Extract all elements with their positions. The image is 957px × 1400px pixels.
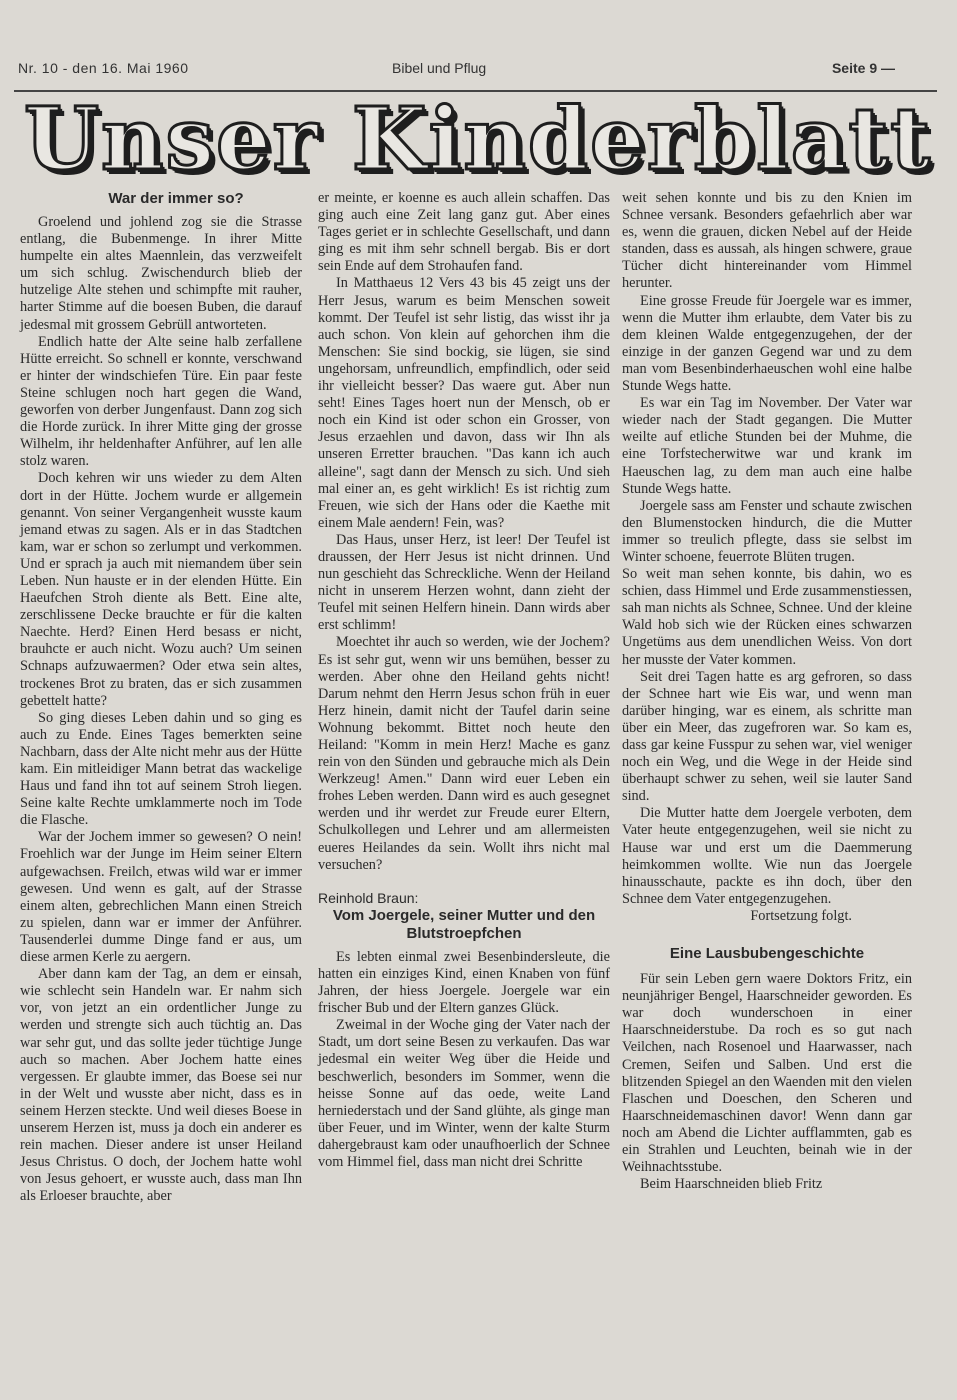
paragraph: Zweimal in der Woche ging der Vater nach der Stadt, um dort seine Besen zu verkaufen. Das war jedesmal ein weiter Weg über die Heide und beschwerlich, besonders im Sommer, wenn die heisse Sonne auf das oede, weite Land herniederstach und der Sand glühte, als ginge man über Feuer, und im Winter, wenn der kalte Sturm dahergebraust kam oder unaufhoerlich der Schnee vom Himmel fiel, dass man nicht drei Schritte [318, 1017, 610, 1170]
paragraph: Für sein Leben gern waere Doktors Fritz, ein neunjähriger Bengel, Haarschneider geworden. Es war doch wunderschoen in einer Haarschneiderstube. Da roch es so gut nach Veilchen, nach Rosenoel und Haarwasser, nach Cremen, Seifen und Salben. Und erst die blitzenden Spiegel an den Waenden mit den vielen Flaschen und Doeschen, den Scheren und Haarschneidemaschinen davor! Wenn dann gar noch am Abend die Lichter aufflammten, gab es ein Strahlen und Leuchten, beinah wie in der Weihnachtsstube. [622, 971, 912, 1176]
article-heading: War der immer so? [108, 190, 244, 207]
paragraph: Groelend und johlend zog sie die Strasse entlang, die Bubenmenge. In ihrer Mitte humpelte ein altes Maennlein, das verzweifelt um sich schlug. Zwischendurch blieb der hutzelige Alte stehen und schimpfte mit rauher, harter Stimme auf die boesen Buben, die darauf jedesmal mit grossem Gebrüll antworteten. [20, 214, 302, 333]
paragraph: Doch kehren wir uns wieder zu dem Alten dort in der Hütte. Jochem wurde er allgemein genannt. Von seiner Vergangenheit wusste kaum jemand etwas zu sagen. Als er in das Stadtchen kam, war er schon so zerlumpt und verkommen. Und er sprach ja auch mit niemandem über sein Leben. Nun hauste er in der elenden Hütte. Ein Haeufchen Stroh diente als Bett. Eine alte, zerschlissene Decke brauchte er für die kalten Naechte. Herd? Einen Herd besass er nicht, brauhcte er auch nicht. Wozu auch? Um seinen Schnaps aufzuwaermen? Oder etwa sein altes, trockenes Brot zu braten, das er sich zusammen gebettelt hatte? [20, 470, 302, 709]
paragraph: Die Mutter hatte dem Joergele verboten, dem Vater heute entgegenzugehen, weil sie nicht zu Hause war und erst um die Daemmerung heimkommen wollte. Wie nun das Joergele hinausschaute, packte es ihn doch, über den Schnee dem Vater entgegenzugehen. [622, 805, 912, 907]
paragraph: Das Haus, unser Herz, ist leer! Der Teufel ist draussen, der Herr Jesus ist nicht drinnen. Und nun geschieht das Schreckliche. Wenn der Heiland nicht in unserem Herzen wohnt, dann zieht der Teufel mit seinen Helfern hinein. Dann wirds aber erst schlimm! [318, 531, 610, 634]
story-heading: Vom Joergele, seiner Mutter und den Blutstroepfchen [332, 906, 596, 942]
paragraph: Es lebten einmal zwei Besenbindersleute, die hatten ein einziges Kind, einen Knaben von fünf Jahren, der hiess Joergele. Joergele war ein frischer Bub und der Eltern ganzes Glück. [318, 948, 610, 1017]
column-3 [622, 190, 912, 1193]
issue-date: Nr. 10 - den 16. Mai 1960 [18, 60, 189, 76]
story-heading: Eine Lausbubengeschichte [669, 945, 865, 963]
paragraph: So ging dieses Leben dahin und so ging es auch zu Ende. Eines Tages bemerkten seine Nachbarn, dass der Alte nicht mehr aus der Hütte kam. Ein mitleidiger Mann betrat das wackelige Haus und fand ihn tot auf seinem Stroh liegen. Seine kalte Rechte umklammerte noch im Tode die Flasche. [20, 709, 302, 829]
paragraph: Endlich hatte der Alte seine halb zerfallene Hütte erreicht. So schnell er konnte, verschwand er hinter der windschiefen Türe. Ein paar feste Steine schlugen noch hart gegen die Wand, geworfen von derber Jungenfaust. Dann zog sich die Horde zurück. In ihrer Mitte ging der grosse Wilhelm, ihr heldenhafter Anführer, auf len alle stolz waren. [20, 333, 302, 470]
paragraph: Joergele sass am Fenster und schaute zwischen den Blumenstocken hindurch, die die Mutter immer so treulich pflegte, dass sie selbst im Winter schoene, feuerrote Blüten trugen. [622, 497, 912, 565]
paragraph: er meinte, er koenne es auch allein schaffen. Das ging auch eine Zeit lang ganz gut. Aber eines Tages geriet er in schlechte Gesellschaft, und dann ging es mit ihm sehr schnell bergab. Bis er dort sein Ende auf dem Strohaufen fand. [318, 190, 610, 275]
publication-name: Bibel und Pflug [392, 60, 487, 76]
paragraph: Beim Haarschneiden blieb Fritz [640, 1176, 823, 1193]
paragraph: In Matthaeus 12 Vers 43 bis 45 zeigt uns der Herr Jesus, warum es beim Menschen soweit kommt. Der Teufel ist sehr listig, das wisst ihr ja auch schon. Von klein auf gehorchen ihm die Menschen: Sie sind bockig, sie lügen, sie sind ungehorsam, unfreundlich, empfindlich, oder seid ihr vielleicht besser? Das waere gut. Aber nun seht! Eines Tages hoert nun der Mensch, ob er noch ein Kind ist oder schon ein Grosser, von Jesus erzaehlen und davon, dass wir Ihn als unseren Erretter brauchen. "Das kann ich auch alleine", sagt dann der Mensch zu sich. Und sieh mal einer an, es geht wirklich! Es ist richtig zum Freuen, wie sich der Hans oder die Kaethe mit einem Male aendern! Fein, was? [318, 275, 610, 531]
paragraph: War der Jochem immer so gewesen? O nein! Froehlich war der Junge im Heim seiner Eltern aufgewachsen. Freilch, etwas wild war er immer gewesen. Und wenn es galt, auf der Strasse einem alten, gebrechlichen Mann einen Streich zu spielen, dann war er immer der Anführer. Tausenderlei dumme Dinge fand er aus, um diese armen Kerle zu aergern. [20, 829, 302, 966]
paragraph: weit sehen konnte und bis zu den Knien im Schnee versank. Besonders gefaehrlich aber war es, wenn die grauen, dicken Nebel auf der Heide standen, dass es aussah, als hingen schwere, graue Tücher dicht hintereinander vom Himmel herunter. [622, 190, 912, 292]
masthead-title: Unser Kinderblatt [24, 89, 932, 190]
paragraph: Moechtet ihr auch so werden, wie der Jochem? Es ist sehr gut, wenn wir uns bemühen, besser zu werden. Aber ohne den Heiland gehts nicht! Darum nehmt den Herrn Jesus schon früh in euer Herz hinein, damit nicht der Taufel darin seine Wohnung bekommt. Bittet noch heute den Heiland: "Komm in mein Herz! Mache es ganz rein von den Sünden und gebrauche mich als Dein Werkzeug! Amen." Dann wird euer Leben ein frohes Leben werden. Dann wird es auch gesegnet werden und ihr werdet zur Freude eurer Eltern, Schulkollegen und Lehrer und am allermeisten eueres Heilandes da sein. Wollt ihrs nicht mal versuchen? [318, 634, 610, 873]
paragraph: So weit man sehen konnte, bis dahin, wo es schien, dass Himmel und Erde zusammenstiessen, sah man nichts als Schnee, Schnee. Und der kleine Wald hob sich wie der Rücken eines schwarzen Ungetüms aus dem unendlichen Weiss. Von dort her musste der Vater kommen. [622, 566, 912, 668]
paragraph: Es war ein Tag im November. Der Vater war wieder nach der Stadt gegangen. Die Mutter weilte auf etliche Stunden bei der Muhme, die eine Torfstecherwitwe war und krank im Haeuschen lag, zu dem man auch eine halbe Stunde Wegs hatte. [622, 395, 912, 497]
paragraph: Aber dann kam der Tag, an dem er einsah, wie schlecht sein Handeln war. Er nahm sich vor, von jetzt an ein ordentlicher Junge zu werden und strengte sich auch tüchtig an. Das war sehr gut, und das sollte jeder tüchtige Junge auch so machen. Aber Jochem hatte eines vergessen. Er glaubte immer, das Boese sei nur in der Welt und wusste aber nicht, dass es in seinem Herzen steckte. Und weil dieses Boese in unserem Herzen ist, muss ja doch ein anderer es rein machen. Dieser andere ist unser Heiland Jesus Christus. O doch, der Jochem hatte wohl von Jesus gehoert, er wusste auch, dass man Ihn als Erloeser brauchte, aber [20, 966, 302, 1205]
column-1 [20, 190, 302, 1205]
column-2 [318, 190, 610, 1171]
continued-note: Fortsetzung folgt. [750, 907, 852, 924]
paragraph: Eine grosse Freude für Joergele war es immer, wenn die Mutter ihm erlaubte, dem Vater bis zu dem kleinen Walde entgegenzugehen, der der einzige in der ganzen Gegend war und zu dem man vom Besenbinderhaeuschen wohl eine halbe Stunde Wegs hatte. [622, 292, 912, 395]
page-number: Seite 9 — [831, 60, 895, 76]
author-byline: Reinhold Braun: [318, 889, 419, 906]
paragraph: Seit drei Tagen hatte es arg gefroren, so dass der Schnee hart wie Eis war, und wenn man darüber hinging, war es einem, als schritte man über ein Meer, das zugefroren war. So kam es, dass gar keine Fusspur zu sehen war, viel weniger noch ein Weg, und die Wege in der Heide sind überhaupt schwer zu sehen, weil sie lauter Sand sind. [622, 668, 912, 805]
